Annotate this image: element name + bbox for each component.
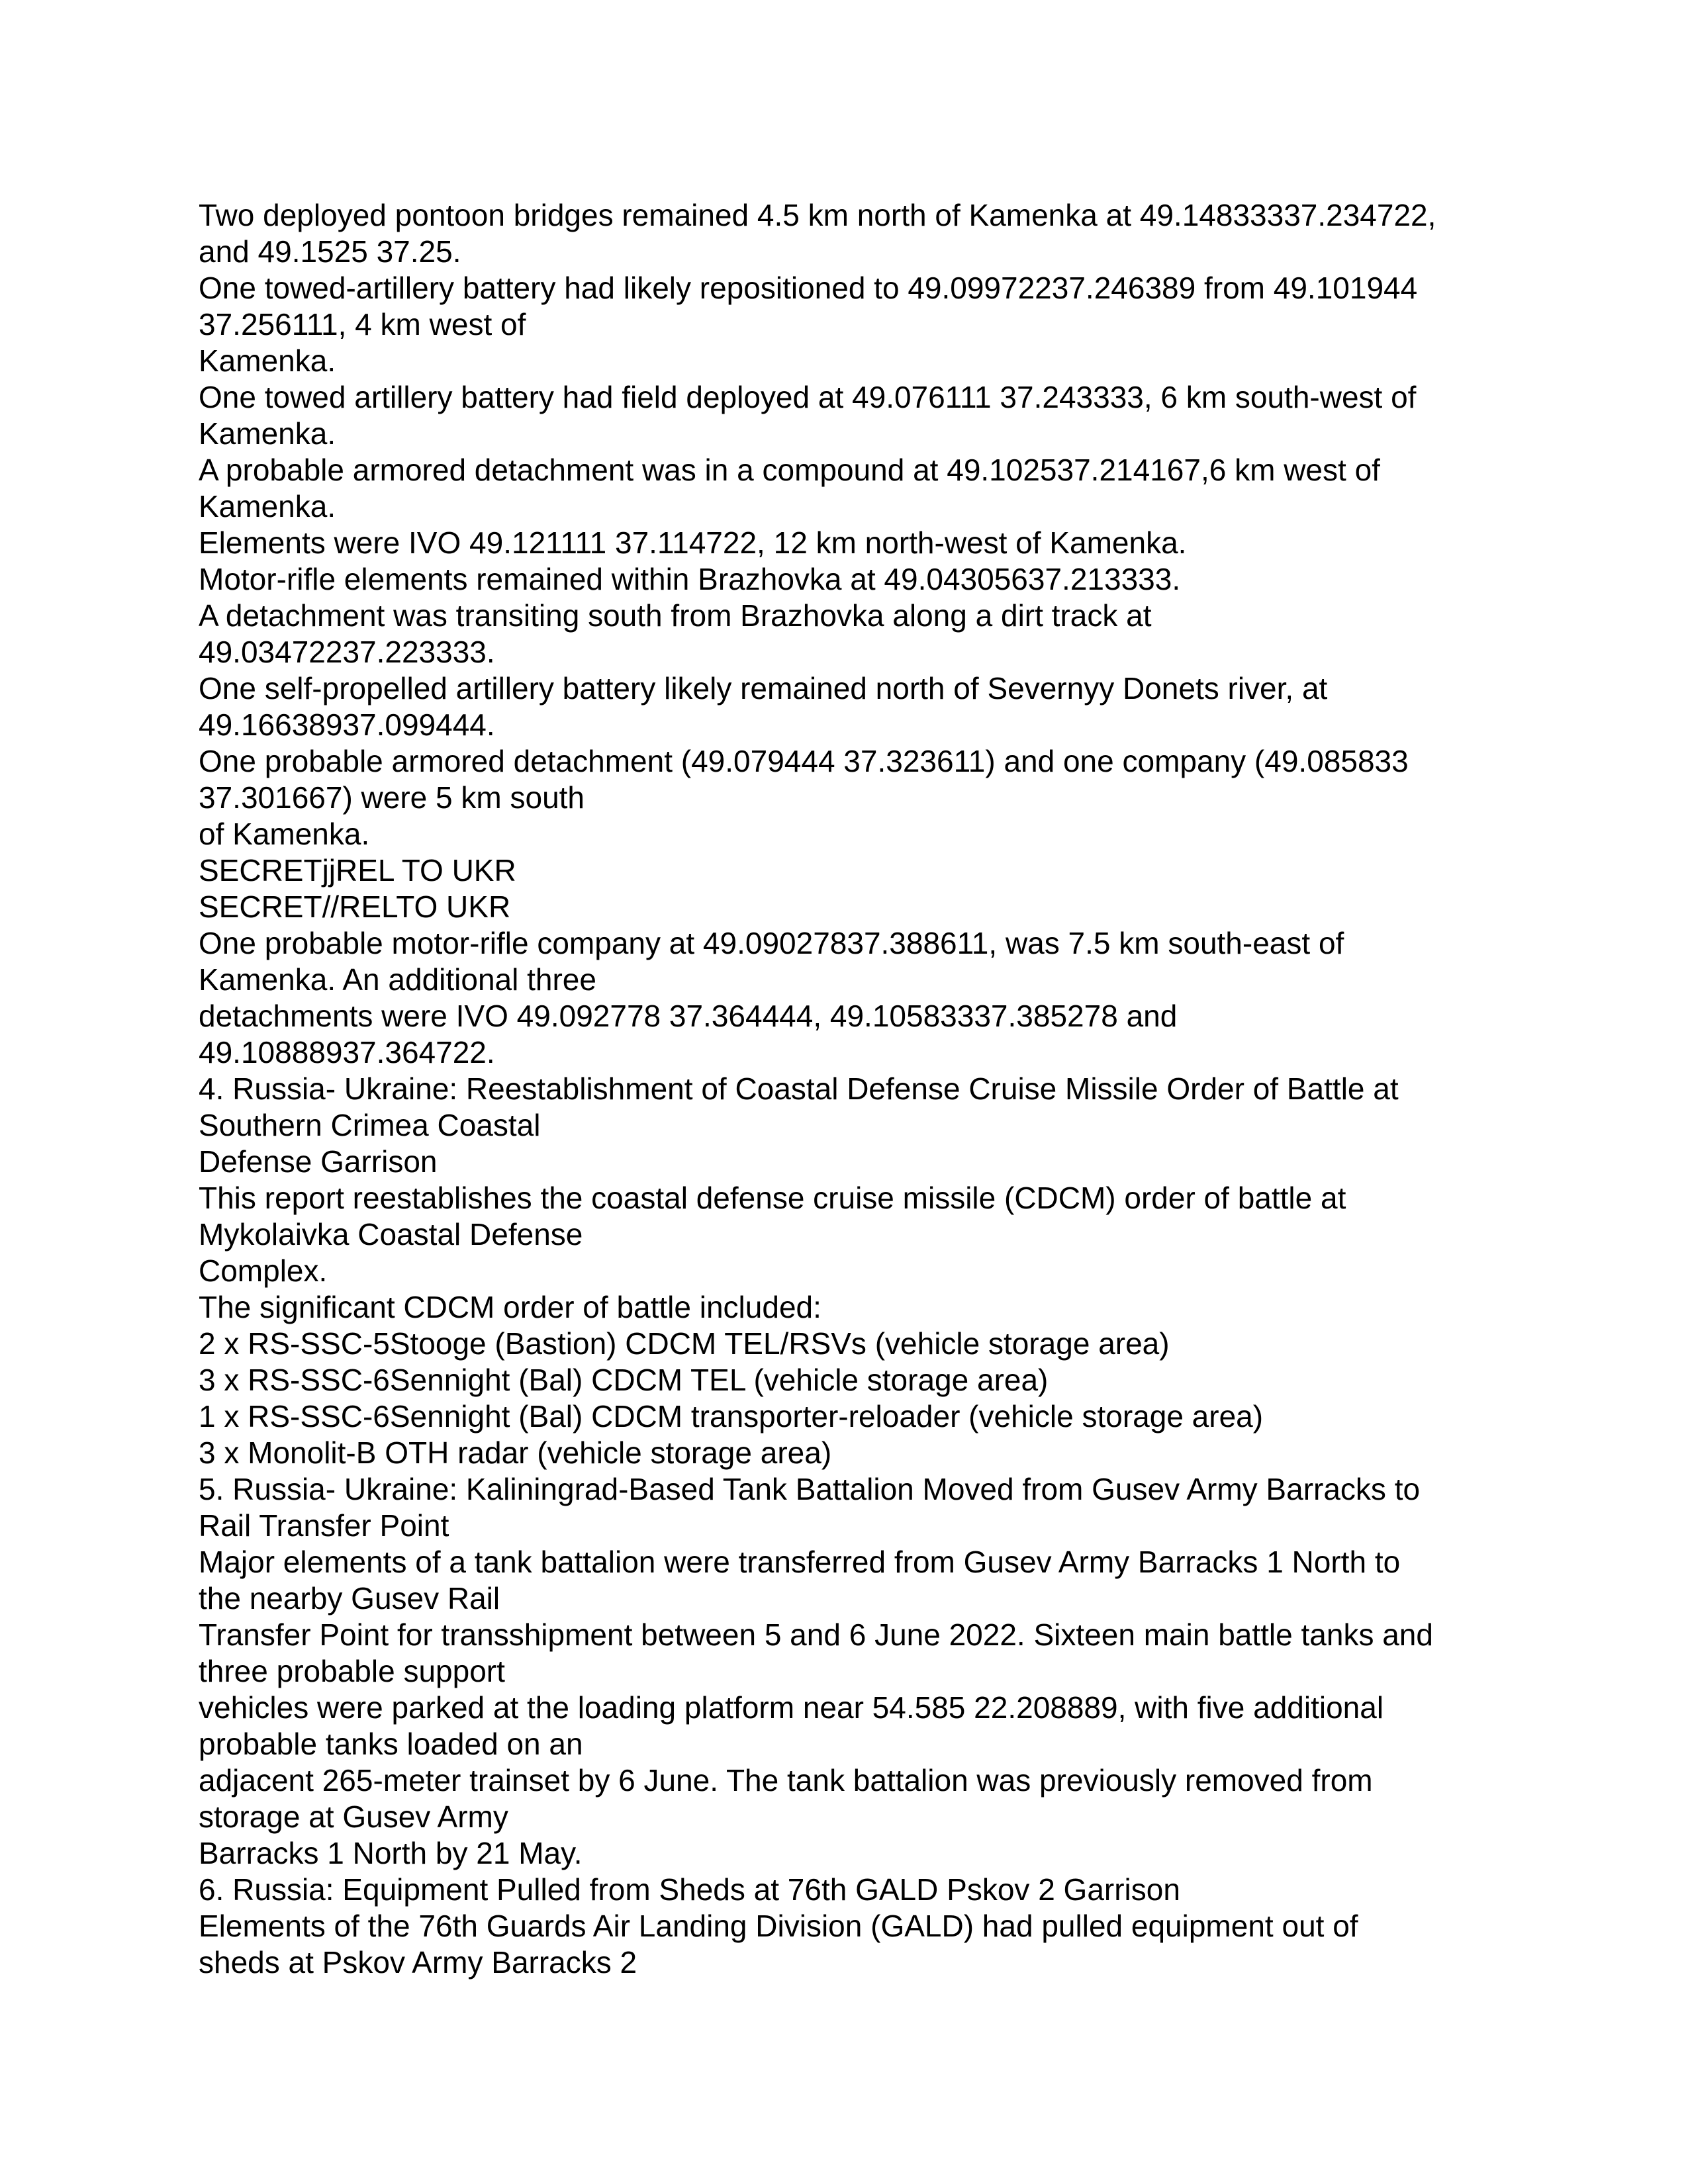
section-heading: 5. Russia- Ukraine: Kaliningrad-Based Tank Battalion Moved from Gusev Army Barracks to [199,1472,1421,1506]
section-heading: 6. Russia: Equipment Pulled from Sheds at 76th GALD Pskov 2 Garrison [199,1872,1180,1907]
text-line: adjacent 265-meter trainset by 6 June. The tank battalion was previously removed from [199,1763,1373,1797]
text-line: Kamenka. [199,489,336,523]
text-line: storage at Gusev Army [199,1799,508,1834]
text-line: detachments were IVO 49.092778 37.364444, 49.10583337.385278 and [199,999,1178,1033]
text-line: 49.03472237.223333. [199,635,495,669]
text-line: Mykolaivka Coastal Defense [199,1217,583,1251]
text-line: Kamenka. [199,416,336,451]
section-heading: Defense Garrison [199,1144,438,1179]
text-line: Major elements of a tank battalion were transferred from Gusev Army Barracks 1 North to [199,1545,1401,1579]
text-line: vehicles were parked at the loading platform near 54.585 22.208889, with five additional [199,1690,1384,1725]
text-line: 49.10888937.364722. [199,1035,495,1069]
text-line: One probable armored detachment (49.079444 37.323611) and one company (49.085833 [199,744,1409,778]
text-line: Kamenka. [199,343,336,378]
text-line: three probable support [199,1654,505,1688]
text-line: A detachment was transiting south from Brazhovka along a dirt track at [199,598,1152,633]
section-heading: Rail Transfer Point [199,1508,449,1543]
list-item: 3 x Monolit-B OTH radar (vehicle storage area) [199,1435,832,1470]
text-line: 37.301667) were 5 km south [199,780,585,815]
classification-marking: SECRET//RELTO UKR [199,889,511,924]
section-heading: Southern Crimea Coastal [199,1108,541,1142]
text-line: Elements were IVO 49.121111 37.114722, 12 km north-west of Kamenka. [199,525,1187,560]
text-line: 49.16638937.099444. [199,707,495,742]
text-line: A probable armored detachment was in a compound at 49.102537.214167,6 km west of [199,453,1380,487]
text-line: Elements of the 76th Guards Air Landing Division (GALD) had pulled equipment out of [199,1909,1358,1943]
text-line: the nearby Gusev Rail [199,1581,500,1615]
text-line: Complex. [199,1253,328,1288]
text-line: One towed artillery battery had field deployed at 49.076111 37.243333, 6 km south-west of [199,380,1417,414]
text-line: and 49.1525 37.25. [199,234,461,269]
text-line: probable tanks loaded on an [199,1727,583,1761]
document-body [199,197,1523,1981]
text-line: One probable motor-rifle company at 49.09027837.388611, was 7.5 km south-east of [199,926,1344,960]
text-line: of Kamenka. [199,817,370,851]
text-line: One self-propelled artillery battery likely remained north of Severnyy Donets river, at [199,671,1328,705]
text-line: sheds at Pskov Army Barracks 2 [199,1945,637,1979]
text-line: The significant CDCM order of battle included: [199,1290,821,1324]
text-line: This report reestablishes the coastal defense cruise missile (CDCM) order of battle at [199,1181,1346,1215]
list-item: 1 x RS-SSC-6Sennight (Bal) CDCM transporter-reloader (vehicle storage area) [199,1399,1264,1433]
text-line: Transfer Point for transshipment between 5 and 6 June 2022. Sixteen main battle tanks and [199,1617,1433,1652]
text-line: Motor-rifle elements remained within Brazhovka at 49.04305637.213333. [199,562,1181,596]
list-item: 2 x RS-SSC-5Stooge (Bastion) CDCM TEL/RSVs (vehicle storage area) [199,1326,1170,1361]
text-line: One towed-artillery battery had likely repositioned to 49.09972237.246389 from 49.101944 [199,271,1418,305]
text-line: Kamenka. An additional three [199,962,596,997]
text-line: Barracks 1 North by 21 May. [199,1836,583,1870]
text-line: 37.256111, 4 km west of [199,307,526,341]
text-line: Two deployed pontoon bridges remained 4.5 km north of Kamenka at 49.14833337.234722, [199,198,1436,232]
classification-marking: SECRETjjREL TO UKR [199,853,516,887]
list-item: 3 x RS-SSC-6Sennight (Bal) CDCM TEL (vehicle storage area) [199,1363,1049,1397]
section-heading: 4. Russia- Ukraine: Reestablishment of Coastal Defense Cruise Missile Order of Battle at [199,1071,1399,1106]
